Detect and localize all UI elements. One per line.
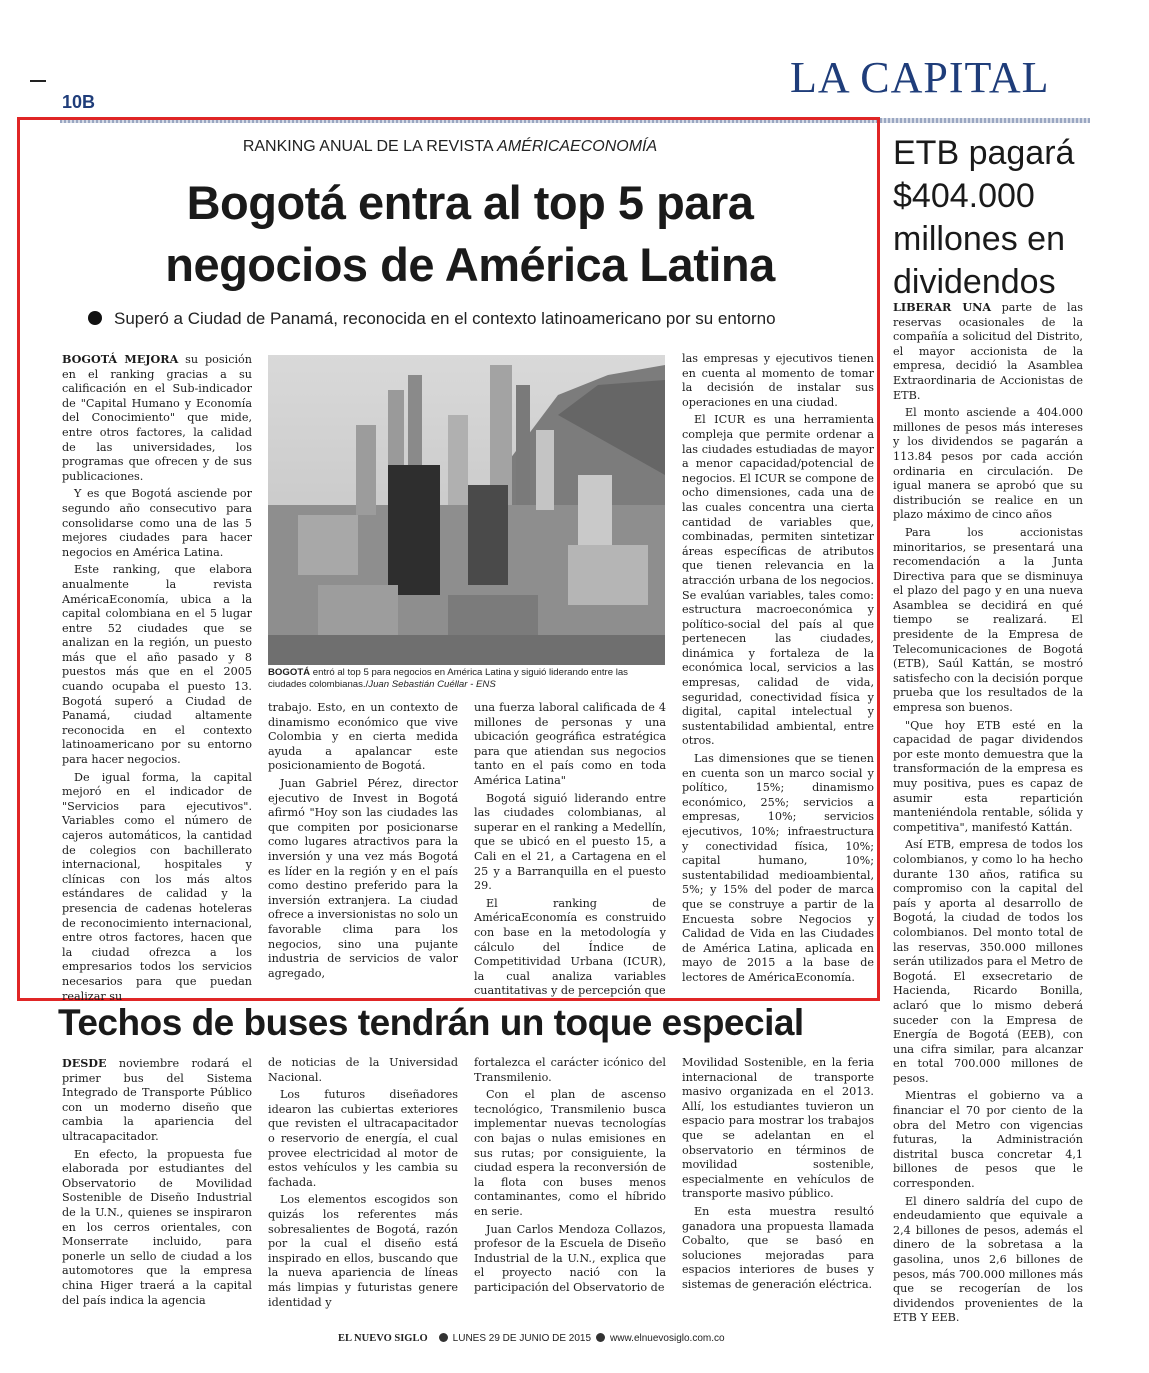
second-headline: Techos de buses tendrán un toque especial [58, 1002, 804, 1043]
side-column: LIBERAR UNA parte de las reservas ocasionales de la compañía a solicitud del Distrito, el mayor accionista de la empresa, decidió la Asamblea Extraordinaria de Accionistas de ETB. El monto asciende a 404.000 millones de pesos más intereses y los dividendos se pagarán a 113.84 pesos por cada acción ordinaria en circulación. De igual manera se aprobó que su distribución se realice en un plazo máximo de cinco años Para los accionistas minoritarios, se presentará una recomendación a la Junta Directiva para que se disminuya el plazo del pago y en una nueva Asamblea se decidirá en qué tiempo se realizará. El presidente de la Empresa de Telecomunicaciones de Bogotá (ETB), Saúl Kattán, se mostró satisfecho con la decisión porque prueba que los resultados de la empresa son buenos. "Que hoy ETB esté en la capacidad de pagar dividendos por este monto demuestra que la transformación de la empresa es muy positiva, pues es capaz de asumir esta repartición manteniéndola rentable, sólida y competitiva", manifestó Kattán. Así ETB, empresa de todos los colombianos, y como lo ha hecho durante 130 años, ratifica su compromiso con la capital del país y aporta al desarrollo de Bogotá, la ciudad de todos los colombianos. Del monto total de las reservas, 350.000 millones serán utilizados para el Metro de Bogotá. El exsecretario de Hacienda, Ricardo Bonilla, aclaró que lo mismo deberá suceder con la Empresa de Energía de Bogotá (EEB), con una cifra similar, para alcanzar en total 700.000 millones de pesos. Mientras el gobierno va a financiar el 70 por ciento de la obra del Metro con vigencias futuras, la Administración distrital busca concretar 4,1 billones de pesos que le corresponden. El dinero saldría del cupo de endeudamiento que equivale a 2,4 billones de pesos, además el dinero de la sobretasa a la gasolina, unos 2,6 billones de pesos, más 700.000 millones más que se recogerían de los dividendos provenientes de la ETB Y EEB. [893, 300, 1083, 1325]
article-column-4: las empresas y ejecutivos tienen en cuenta al momento de tomar la decisión de instalar sus operaciones en una ciudad. El ICUR es una herramienta compleja que permite ordenar a las ciudades estudiadas de mayor a menor capacidad/potencial de negocios. El ICUR se compone de ocho dimensiones, cada una de las cuales concentra una cierta cantidad de variables que, combinadas, permiten sintetizar áreas específicas de atributos que tienen relevancia en la atracción urbana de los negocios. Se evalúan variables, tales como: estructura macroeconómica y político-social del país al que pertenecen las ciudades, dinámica y fortaleza de la económica local, servicios a las empresas, calidad de vida, seguridad, conectividad física y digital, capital intelectual y sustentabilidad ambiental, entre otros. Las dimensiones que se tienen en cuenta son un marco social y político, 15%; dinamismo económico, 25%; servicios a empresas, 10%; servicios ejecutivos, 10%; infraestructura y conectividad física, 10%; capital humano, 10%; sustentabilidad medioambiental, 5%; y 15% del poder de marca que se construye a partir de la Encuesta sobre Negocios y Calidad de Vida en las Ciudades de América Latina, aplicada en mayo de 2015 a la base de lectores de AméricaEconomía. [682, 352, 874, 984]
second-column-1: DESDE noviembre rodará el primer bus del Sistema Integrado de Transporte Público con un moderno diseño que cambia la apariencia del ultracapacitador. En efecto, la propuesta fue elaborada por estudiantes del Observatorio de Movilidad Sostenible de Diseño Industrial de la U.N., quienes se inspiraron en los cerros orientales, con Monserrate incluido, para ponerle un sello de ciudad a los automotores que la empresa china Higer traerá a la capital del país indica la agencia [62, 1056, 252, 1307]
page-footer: EL NUEVO SIGLO LUNES 29 DE JUNIO DE 2015 www.elnuevosiglo.com.co [338, 1333, 725, 1344]
photo-credit: Juan Sebastián Cuéllar - ENS [368, 679, 496, 690]
story-kicker: RANKING ANUAL DE LA REVISTA AMÉRICAECONOMÍA [242, 138, 658, 155]
second-column-3: fortalezca el carácter icónico del Transmilenio. Con el plan de ascenso tecnológico, Transmilenio busca implementar nuevas tecnologías con bajas o nulas emisiones en sus rutas; por consiguiente, la ciudad espera la reconversión de la flota con buses menos contaminantes, como el híbrido en serie. Juan Carlos Mendoza Collazos, profesor de la Escuela de Diseño Industrial de la U.N., explica que el proyecto nació con la participación del Observatorio de [474, 1056, 666, 1294]
article-column-1: BOGOTÁ MEJORA su posición en el ranking gracias a su calificación en el Sub-indicador de "Capital Humano y Economía del Conocimiento" que mide, entre otros factores, la calidad de las universidades, los programas que ofrecen y de sus publicaciones. Y es que Bogotá asciende por segundo año consecutivo para consolidarse como una de las 5 mejores ciudades para hacer negocios en América Latina. Este ranking, que elabora anualmente la revista AméricaEconomía, ubica a la capital colombiana en el 5 lugar entre 52 ciudades que se analizan en la región, un puesto más que el año pasado y 8 puestos más que en el 2005 cuando ocupaba el puesto 13. Bogotá superó a Ciudad de Panamá, ciudad altamente reconocida en el contexto latinoamericano por su entorno para hacer negocios. De igual forma, la capital mejoró en el indicador de "Servicios para ejecutivos". Variables como el número de cajeros automáticos, la cantidad de colegios con bachillerato internacional, hospitales y clínicas con los más altos estándares de calidad y la presencia de cadenas hoteleras de reconocimiento internacional, entre otros factores, hacen que la ciudad ofrezca a los empresarios todos los servicios necesarios para que puedan realizar su [62, 352, 252, 1003]
article-column-3: una fuerza laboral calificada de 4 millones de personas y una ubicación geográfica estratégica para que atiendan sus negocios tanto en el país como en toda América Latina" Bogotá siguió liderando entre las ciudades colombianas, al superar en el ranking a Medellín, que se ubicó en el puesto 15, a Cali en el 21, a Cartagena en el 25 y a Barranquilla en el puesto 29. El ranking de AméricaEconomía es construido con base en la metodología y cálculo del Índice de Competitividad Urbana (ICUR), la cual analiza variables cuantitativas y de percepción que [474, 701, 666, 998]
photo-caption: BOGOTÁ entró al top 5 para negocios en América Latina y siguió liderando entre las ciudades colombianas./Juan Sebastián Cuéllar - ENS [268, 667, 628, 690]
margin-mark [30, 80, 46, 82]
story-headline: Bogotá entra al top 5 para negocios de América Latina [165, 176, 775, 291]
article-column-2: trabajo. Esto, en un contexto de dinamismo económico que vive Colombia y en cierta medida ayuda a apalancar este posicionamiento de Bogotá. Juan Gabriel Pérez, director ejecutivo de Invest in Bogotá afirmó "Hoy son las ciudades las que compiten por posicionarse como lugares atractivos para la inversión y una vez más Bogotá es líder en la región y en el país como destino preferido para la inversión extranjera. La ciudad ofrece a inversionistas no solo un favorable clima para los negocios, sino una pujante industria de servicios de valor agregado, [268, 701, 458, 980]
bullet-icon [88, 311, 102, 325]
page-number: 10B [62, 92, 96, 112]
side-headline: ETB pagará $404.000 millones en dividendos [893, 134, 1075, 301]
second-column-4: Movilidad Sostenible, en la feria internacional de transporte masivo organizada en el 2013. Allí, los estudiantes tuvieron un espacio para mostrar los trabajos que se adelantan en el observatorio en términos de movilidad sostenible, especialmente en vehículos de transporte masivo público. En esta muestra resultó ganadora una propuesta llamada Cobalto, que se basó en soluciones mejoradas para espacios interiores de buses y sistemas de generación eléctrica. [682, 1056, 874, 1291]
city-photo [268, 355, 665, 665]
section-title: LA CAPITAL [790, 53, 1050, 102]
second-column-2: de noticias de la Universidad Nacional. Los futuros diseñadores idearon las cubiertas exteriores que revisten el ultracapacitador o reservorio de energía, el cual provee electricidad al motor de estos vehículos y les cambia su fachada. Los elementos escogidos son quizás los referentes más sobresalientes de Bogotá, razón por la cual el diseño está inspirado en ellos, buscando que la nueva apariencia de líneas más limpias y futuristas genere identidad y [268, 1056, 458, 1309]
bullet-icon [596, 1333, 605, 1342]
bullet-icon [439, 1333, 448, 1342]
story-dek: Superó a Ciudad de Panamá, reconocida en el contexto latinoamericano por su entorno [88, 309, 776, 329]
